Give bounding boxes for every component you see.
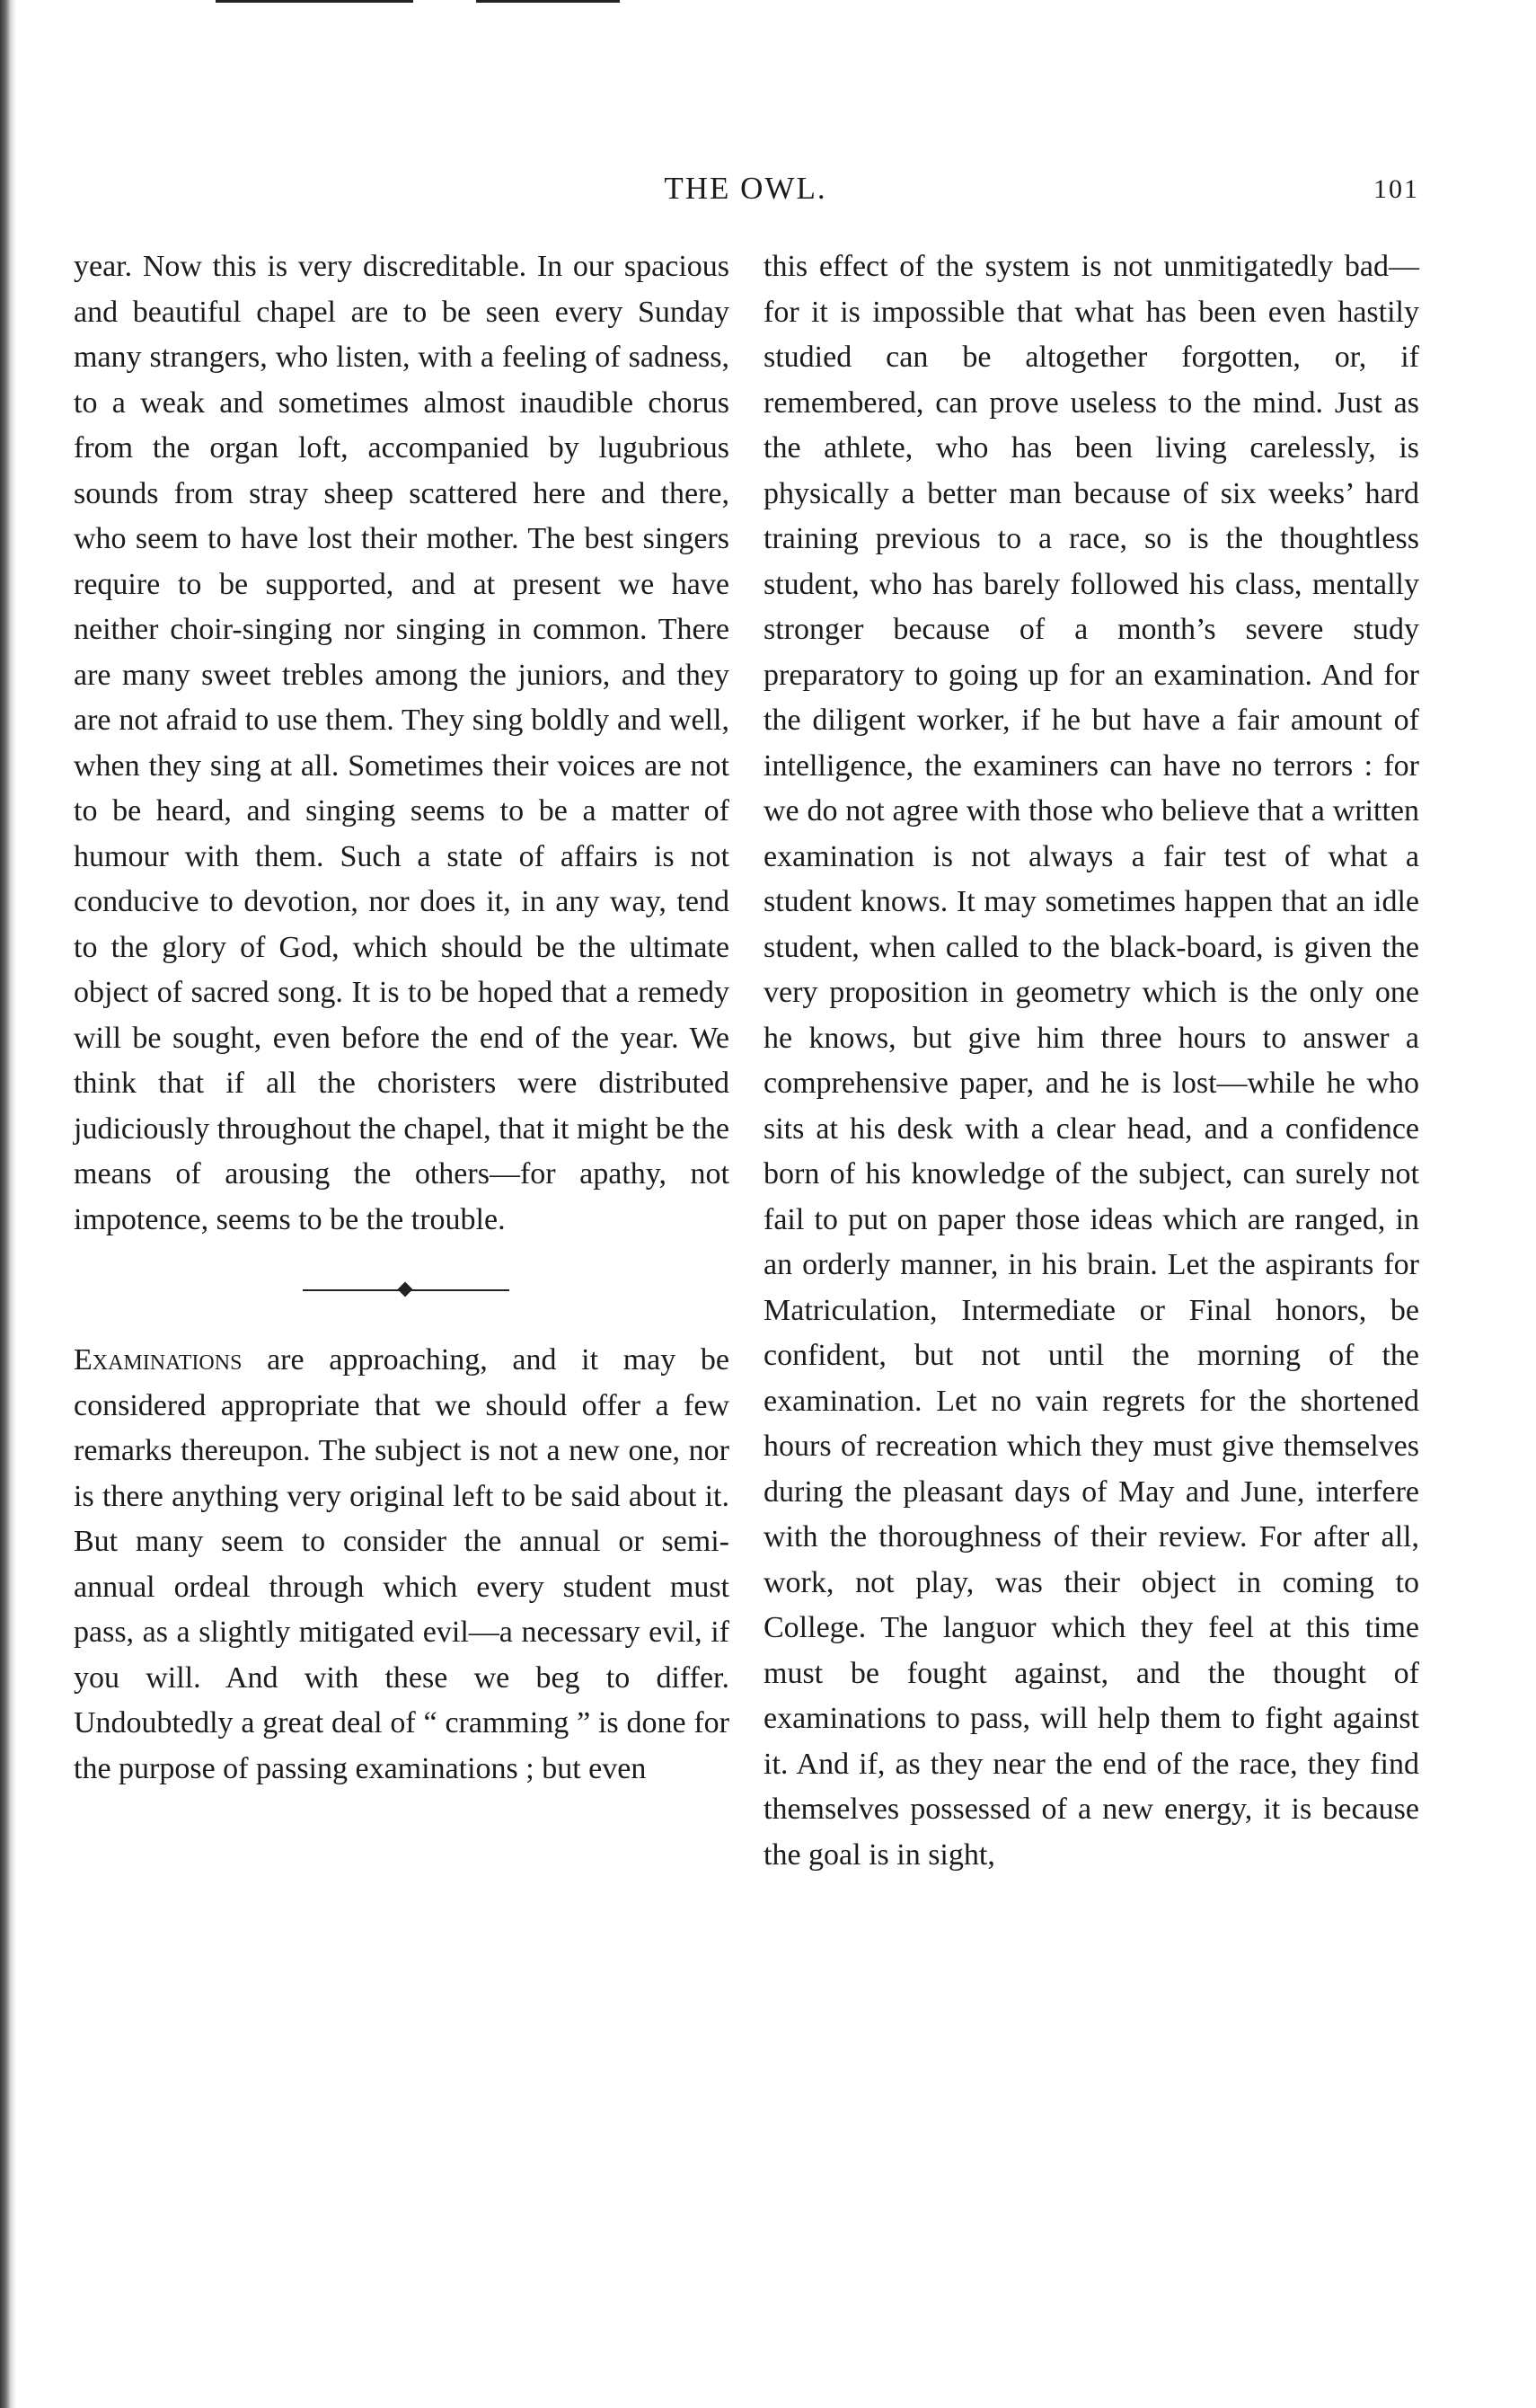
examinations-continued-paragraph: this effect of the system is not unmitigatedly bad—for it is impossible that what has been even hastily studied can be altogether forgotten, or, if remembered, can prove useless to the mind. Just as the athlete, who has been living carelessly, is physically a better man because of six weeks’ hard training previous to a race, so is the thoughtless student, who has barely followed his class, mentally stronger because of a month’s severe study preparatory to going up for an examination. And for the diligent worker, if he but have a fair amount of intelligence, the examiners can have no terrors : for we do not agree with those who believe that a written examination is not always a fair test of what a student knows. It may sometimes happen that an idle student, when called to the black-board, is given the very proposition in geometry which is the only one he knows, but give him three hours to answer a comprehensive paper, and he is lost—while he who sits at his desk with a clear head, and a confidence born of his knowledge of the subject, can surely not fail to put on paper those ideas which are ranged, in an orderly manner, in his brain. Let the aspirants for Matriculation, Intermediate or Final honors, be confident, but not until the morning of the examination. Let no vain regrets for the shortened hours of recreation which they must give themselves during the pleasant days of May and June, interfere with the thoroughness of their review. For after all, work, not play, was their object in coming to College. The languor which they feel at this time must be fought against, and the thought of examinations to pass, will help them to fight against it. And if, as they near the end of the race, they find themselves possessed of a new energy, it is because the goal is in sight, xyxy=(764,250,1419,1872)
page-number: 101 xyxy=(1373,174,1419,204)
left-column xyxy=(74,244,729,1792)
chapel-singing-paragraph: year. Now this is very discreditable. In our spacious and beautiful chapel are to be seen every Sunday many strangers, who listen, with a feeling of sadness, to a weak and sometimes almost inaudible chorus from the organ loft, accompanied by lugubrious sounds from stray sheep scattered here and there, who seem to have lost their mother. The best singers require to be supported, and at present we have neither choir-singing nor singing in common. There are many sweet trebles among the juniors, and they are not afraid to use them. They sing boldly and well, when they sing at all. Sometimes their voices are not to be heard, and singing seems to be a matter of humour with them. Such a state of affairs is not conducive to devotion, nor does it, in any way, tend to the glory of God, which should be the ultimate object of sacred song. It is to be hoped that a remedy will be sought, even before the end of the year. We think that if all the choristers were distributed judiciously throughout the chapel, that it might be the means of arousing the others—for apathy, not impotence, seems to be the trouble. xyxy=(74,250,729,1236)
journal-title: THE OWL. xyxy=(664,171,827,206)
section-separator xyxy=(74,1243,729,1338)
right-column xyxy=(764,244,1419,1878)
examinations-paragraph xyxy=(74,1338,729,1792)
examinations-lead-word: Examinations xyxy=(74,1343,243,1377)
page-binding-edge xyxy=(0,0,16,2408)
running-header xyxy=(72,171,1419,225)
diamond-ornament-icon xyxy=(398,1282,413,1297)
examinations-text: are approaching, and it may be considered appropriate that we should offer a few remarks thereupon. The subject is not a new one, nor is there anything very original left to be said about it. But many seem to consider the annual or semi-annual ordeal through which every student must pass, as a slightly mitigated evil—a necessary evil, if you will. And with these we beg to differ. Undoubtedly a great deal of “ cramming ” is done for the purpose of passing examinations ; but even xyxy=(74,1343,729,1785)
